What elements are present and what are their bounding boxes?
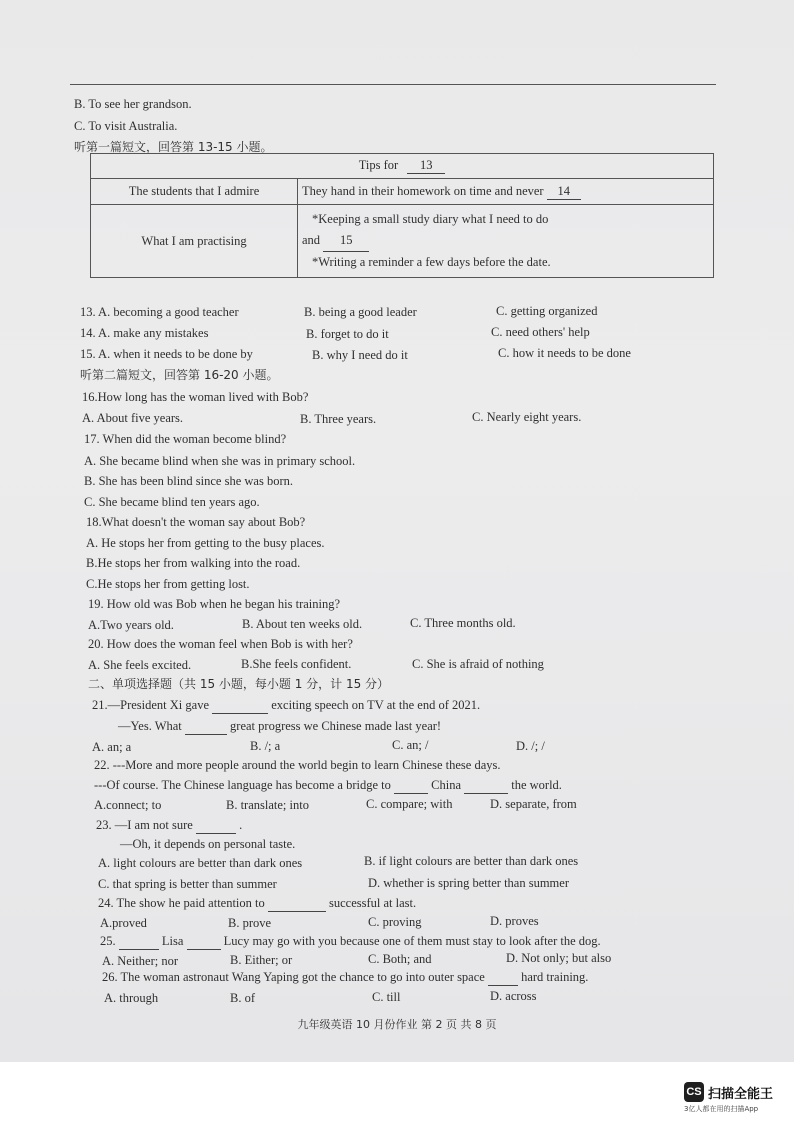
question-23-reply: —Oh, it depends on personal taste. xyxy=(120,837,296,851)
answer-blank xyxy=(394,778,428,794)
answer-option: B. /; a xyxy=(250,739,281,753)
answer-option: C. an; / xyxy=(392,738,429,752)
question-line: 18.What doesn't the woman say about Bob? xyxy=(86,515,306,529)
row2-label: What I am practising xyxy=(91,205,298,278)
answer-option: A. light colours are better than dark ones xyxy=(98,856,303,870)
question-line: A. She became blind when she was in primary school. xyxy=(84,454,356,468)
logo-name: 扫描全能王 xyxy=(708,1086,774,1102)
question-line: B. why I need do it xyxy=(312,348,408,362)
question-22: 22. ---More and more people around the world begin to learn Chinese these days. xyxy=(94,758,501,772)
answer-option: C. proving xyxy=(368,915,422,929)
question-23: 23. —I am not sure . xyxy=(96,818,243,832)
question-line: 14. A. make any mistakes xyxy=(80,326,209,340)
question-line: 15. A. when it needs to be done by xyxy=(80,347,253,361)
answer-option: B. of xyxy=(230,991,255,1005)
answer-option: D. separate, from xyxy=(490,797,577,811)
camscanner-logo xyxy=(684,1082,773,1102)
question-line: 听第二篇短文，回答第 16-20 小题。 xyxy=(80,368,279,382)
answer-option: B. if light colours are better than dark ones xyxy=(364,854,579,868)
answer-option: C. till xyxy=(372,990,401,1004)
question-26: 26. The woman astronaut Wang Yaping got the chance to go into outer space hard training. xyxy=(102,970,589,984)
answer-blank xyxy=(185,719,227,735)
answer-option: D. /; / xyxy=(516,739,545,753)
row1-text: They hand in their homework on time and never 14 xyxy=(298,179,714,205)
answer-option: A. through xyxy=(104,991,159,1005)
question-line: A. About five years. xyxy=(82,411,184,425)
answer-option: C. Both; and xyxy=(368,952,432,966)
answer-option: B. prove xyxy=(228,916,272,930)
question-line: C. need others' help xyxy=(491,325,590,339)
answer-option: D. proves xyxy=(490,914,539,928)
row2-line2: and 15 xyxy=(302,230,709,252)
question-line: B.She feels confident. xyxy=(241,657,352,671)
answer-option: A.proved xyxy=(100,916,147,930)
row2-line3: *Writing a reminder a few days before the date. xyxy=(312,255,551,269)
question-25: 25. Lisa Lucy may go with you because one of them must stay to look after the dog. xyxy=(100,934,601,948)
question-21: 21.—President Xi gave exciting speech on TV at the end of 2021. xyxy=(92,698,481,712)
question-line: 二、单项选择题（共 15 小题，每小题 1 分，计 15 分） xyxy=(88,677,390,691)
question-line: B. forget to do it xyxy=(306,327,389,341)
question-line: 16.How long has the woman lived with Bob? xyxy=(82,390,309,404)
answer-blank xyxy=(119,934,159,950)
answer-blank xyxy=(187,934,221,950)
question-21-reply: —Yes. What great progress we Chinese made last year! xyxy=(118,719,442,733)
question-line: C.He stops her from getting lost. xyxy=(86,577,250,591)
question-line: B. Three years. xyxy=(300,412,377,426)
question-line: B.He stops her from walking into the road. xyxy=(86,556,301,570)
row2-line1: *Keeping a small study diary what I need to do xyxy=(312,212,549,226)
question-line: A. He stops her from getting to the busy places. xyxy=(86,536,325,550)
question-line: 17. When did the woman become blind? xyxy=(84,432,287,446)
answer-option: C. that spring is better than summer xyxy=(98,877,277,891)
page-footer: 九年级英语 10 月份作业 第 2 页 共 8 页 xyxy=(297,1018,497,1031)
answer-option: C. compare; with xyxy=(366,797,453,811)
blank-14: 14 xyxy=(547,184,581,200)
answer-option: B. translate; into xyxy=(226,798,309,812)
question-line: C. Nearly eight years. xyxy=(472,410,582,424)
text-line: 听第一篇短文，回答第 13-15 小题。 xyxy=(74,140,273,154)
question-line: 20. How does the woman feel when Bob is with her? xyxy=(88,637,353,651)
logo-tagline: 3亿人都在用的扫描App xyxy=(684,1105,759,1113)
row1-label: The students that I admire xyxy=(91,179,298,205)
answer-option: D. Not only; but also xyxy=(506,951,612,965)
tips-title: Tips for 13 xyxy=(91,154,714,179)
answer-option: A. an; a xyxy=(92,740,132,754)
blank-13: 13 xyxy=(407,158,445,174)
answer-blank xyxy=(196,818,236,834)
question-line: 13. A. becoming a good teacher xyxy=(80,305,239,319)
row2-text xyxy=(298,205,714,278)
question-line: B. She has been blind since she was born. xyxy=(84,474,293,488)
cs-logo-icon: CS xyxy=(684,1082,704,1102)
question-line: C. Three months old. xyxy=(410,616,516,630)
question-line: C. how it needs to be done xyxy=(498,346,631,360)
text-line: B. To see her grandson. xyxy=(74,97,192,111)
question-line: B. About ten weeks old. xyxy=(242,617,363,631)
answer-option: D. across xyxy=(490,989,537,1003)
text-line: C. To visit Australia. xyxy=(74,119,178,133)
question-line: C. getting organized xyxy=(496,304,598,318)
tips-table xyxy=(90,153,714,278)
answer-blank xyxy=(212,698,268,714)
answer-option: B. Either; or xyxy=(230,953,293,967)
answer-option: A.connect; to xyxy=(94,798,162,812)
answer-blank xyxy=(268,896,326,912)
answer-blank xyxy=(464,778,508,794)
question-line: A.Two years old. xyxy=(88,618,174,632)
question-line: C. She became blind ten years ago. xyxy=(84,495,260,509)
question-line: 19. How old was Bob when he began his training? xyxy=(88,597,341,611)
blank-15: 15 xyxy=(323,230,369,252)
answer-blank xyxy=(488,970,518,986)
question-line: B. being a good leader xyxy=(304,305,417,319)
answer-option: A. Neither; nor xyxy=(102,954,179,968)
answer-option: D. whether is spring better than summer xyxy=(368,876,569,890)
question-22-reply: ---Of course. The Chinese language has become a bridge to China the world. xyxy=(94,778,562,792)
question-line: C. She is afraid of nothing xyxy=(412,657,544,671)
question-24: 24. The show he paid attention to successful at last. xyxy=(98,896,417,910)
question-line: A. She feels excited. xyxy=(88,658,192,672)
header-rule xyxy=(70,84,716,85)
